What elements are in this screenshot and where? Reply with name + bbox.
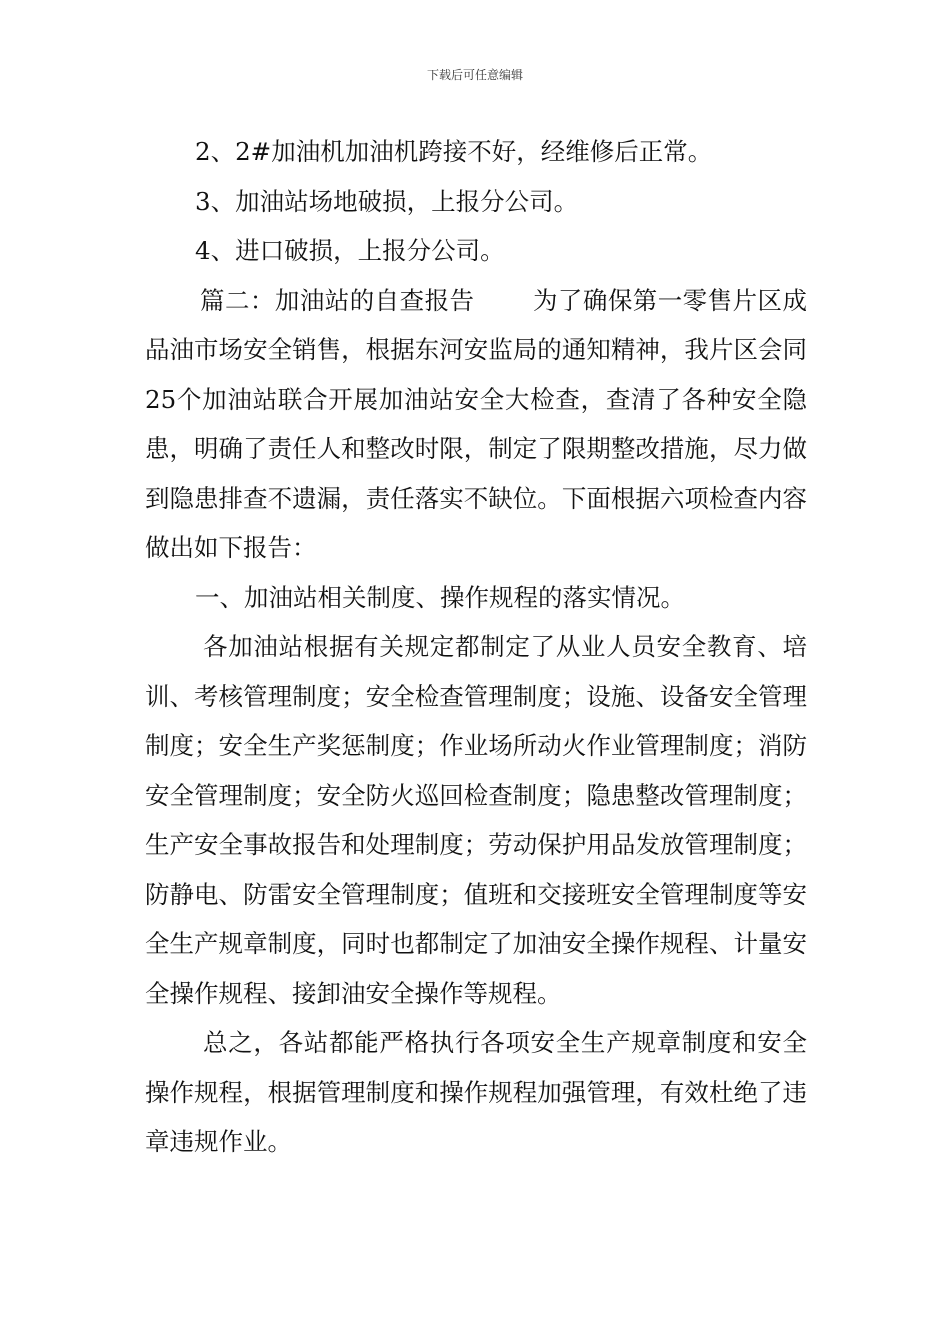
page-header-note: 下载后可任意编辑	[426, 68, 523, 82]
paragraph-item-4: 4、进口破损，上报分公司。	[195, 236, 505, 265]
paragraph-subheading-one: 一、加油站相关制度、操作规程的落实情况。	[195, 582, 685, 612]
paragraph-item-3: 3、加油站场地破损，上报分公司。	[195, 186, 579, 216]
document-body	[145, 127, 807, 1167]
paragraph-section-two	[145, 276, 807, 573]
paragraph-item-2: 2、2#加油机加油机跨接不好，经维修后正常。	[195, 137, 713, 166]
paragraph-regulations: 各加油站根据有关规定都制定了从业人员安全教育、培训、考核管理制度；安全检查管理制度；设施、设备安全管理制度；安全生产奖惩制度；作业场所动火作业管理制度；消防安全管理制度；安全防火巡回检查制度；隐患整改管理制度；生产安全事故报告和处理制度；劳动保护用品发放管理制度；防静电、防雷安全管理制度；值班和交接班安全管理制度等安全生产规章制度，同时也都制定了加油安全操作规程、计量安全操作规程、接卸油安全操作等规程。	[145, 632, 807, 1008]
section-intro-text: 为了确保第一零售片区成品油市场安全销售，根据东河安监局的通知精神，我片区会同25个加油站联合开展加油站安全大检查，查清了各种安全隐患，明确了责任人和整改时限，制定了限期整改措施，尽力做到隐患排查不遗漏，责任落实不缺位。下面根据六项检查内容做出如下报告：	[145, 285, 807, 562]
section-heading: 篇二：加油站的自查报告	[200, 285, 475, 315]
paragraph-summary: 总之，各站都能严格执行各项安全生产规章制度和安全操作规程，根据管理制度和操作规程加强管理，有效杜绝了违章违规作业。	[145, 1028, 807, 1156]
